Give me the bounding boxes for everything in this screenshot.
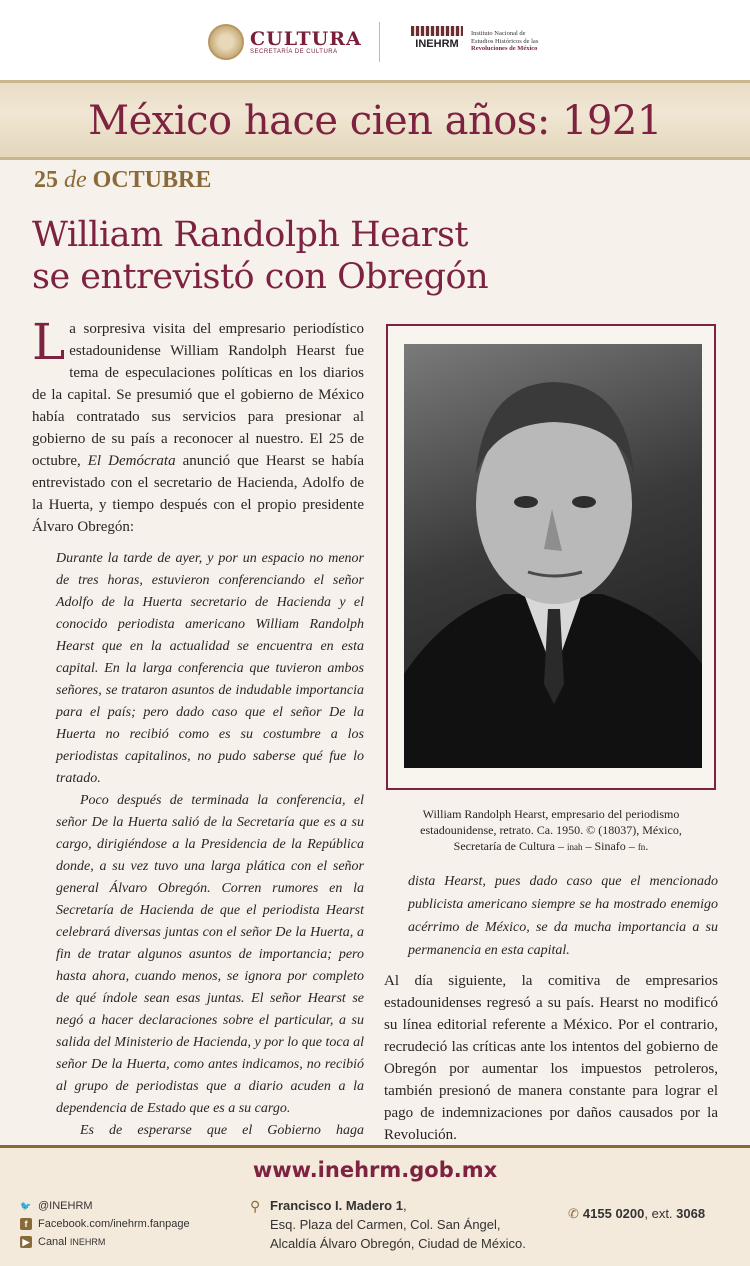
article-date (34, 167, 211, 194)
caption-end: . (645, 839, 649, 853)
quote-paragraph-3: Es de esperarse que el Gobierno haga (80, 1123, 364, 1138)
intro-text-b: anunció que Hearst se había entrevistado con el secretario de Hacienda, Adolfo de la Huerta, y tiempo después con el propio presidente Álvaro Obregón: (32, 453, 364, 535)
date-de: de (64, 167, 87, 193)
location-pin-icon: ⚲ (250, 1198, 261, 1214)
inehrm-acronym: INEHRM (415, 38, 459, 50)
headline-line1: William Randolph Hearst (32, 215, 468, 255)
hearst-portrait (404, 344, 702, 768)
cultura-subtitle: SECRETARÍA DE CULTURA (250, 49, 338, 55)
facebook-url: Facebook.com/inehrm.fanpage (38, 1218, 190, 1230)
inehrm-name-line2: Estudios Históricos de las (471, 37, 539, 45)
header-bar (0, 0, 750, 80)
closing-paragraph: Al día siguiente, la comitiva de empresarios estadounidenses regresó a su país. Hearst no modificó su línea editorial referente a México. Por el contrario, recrudeció las críticas ante los intentos del gobierno de Obregón por aumentar los impuestos petroleros, también presionó de manera constante para lograr el pago de indemnizaciones por daños causados por la Revolución. (384, 973, 718, 1143)
cultura-logo[interactable] (208, 24, 362, 60)
facebook-icon: f (20, 1218, 32, 1230)
phone-contact[interactable] (568, 1206, 705, 1222)
inehrm-name-line1: Instituto Nacional de (471, 30, 526, 37)
youtube-icon: ▶ (20, 1236, 32, 1248)
youtube-name: INEHRM (69, 1237, 106, 1247)
photo-caption (400, 806, 702, 855)
address-street: Francisco I. Madero 1 (270, 1198, 403, 1213)
article-left-column (32, 313, 364, 1186)
address-comma: , (402, 1198, 407, 1213)
twitter-link[interactable] (20, 1197, 190, 1215)
cultura-title: CULTURA (250, 28, 362, 50)
quote-paragraph-1: Durante la tarde de ayer, y por un espacio no menor de tres horas, estuvieron conferenciando el señor Adolfo de la Huerta secretario de Hacienda y el conocido periodista americano William Randolph Hearst que en la actualidad se encuentra en esta capital. En la larga conferencia que tuvieron ambos señores, se trataron asuntos de indudable importancia para el país; pero dado caso que el señor De la Huerta no recibió como es su costumbre a los periodistas capitalinos, no pudo saberse qué fue lo tratado. (56, 551, 364, 786)
caption-inah: inah (566, 842, 583, 852)
banner-title: México hace cien años: 1921 (88, 98, 662, 144)
intro-text-a: a sorpresiva visita del empresario periodístico estadounidense William Randolph Hearst fue tema de especulaciones políticas en los diarios de la capital. Se presumió que el gobierno de México había contratado sus servicios para presionar al gobierno de su país a reconocer al nuestro. El 25 de octubre, (32, 321, 364, 469)
quote-paragraph-2: Poco después de terminada la conferencia, el señor De la Huerta salió de la Secretaría que es a su cargo, dirigiéndose a la Presidencia de la República donde, a su vez tuvo una larga plática con el señor general Álvaro Obregón. Corren rumores en la Secretaría de Hacienda de que el periodista Hearst celebrará diversas juntas con el señor De la Huerta, a fin de tratar algunos asuntos de importancia; pero hasta ahora, cuando menos, se ignora por completo de qué índole sean esas juntas. El señor Hearst se negó a hacer declaraciones sobre el particular, a su salida del Ministerio de Hacienda, y por lo que toca al señor De la Huerta, como antes indicamos, no recibió al grupo de periodistas que a diario acuden a la dependencia de Estado que es a su cargo. (56, 793, 364, 1116)
address-block (250, 1196, 526, 1253)
newspaper-quote (56, 548, 364, 1186)
newspaper-name: El Demócrata (87, 453, 176, 469)
portrait-silhouette (404, 344, 702, 768)
article-headline (32, 214, 488, 298)
caption-mid: – Sinafo – (582, 839, 638, 853)
youtube-link[interactable] (20, 1233, 190, 1251)
phone-icon: ✆ (568, 1206, 579, 1221)
website-link[interactable]: www.inehrm.gob.mx (252, 1158, 498, 1182)
inehrm-name-line3: Revoluciones de México (471, 45, 538, 52)
headline-line2: se entrevistó con Obregón (32, 257, 489, 297)
address-line2: Esq. Plaza del Carmen, Col. San Ángel, (270, 1217, 501, 1232)
youtube-prefix: Canal (38, 1236, 67, 1248)
phone-ext: 3068 (676, 1206, 706, 1221)
address-line3: Alcaldía Álvaro Obregón, Ciudad de México. (270, 1236, 526, 1251)
date-day: 25 (34, 167, 58, 193)
ext-label: , ext. (644, 1206, 673, 1221)
drop-cap: L (32, 313, 66, 371)
building-icon (407, 26, 467, 56)
intro-paragraph (32, 313, 364, 538)
date-month: OCTUBRE (92, 167, 212, 193)
quote-continued: dista Hearst, pues dado caso que el mencionado publicista americano siempre se ha mostrado enemigo acérrimo de México, se da mucha importancia a su permanencia en esta capital. (408, 874, 718, 958)
facebook-link[interactable] (20, 1215, 190, 1233)
inehrm-logo[interactable] (407, 26, 551, 56)
caption-fn: fn (637, 842, 646, 852)
caption-text: William Randolph Hearst, empresario del periodismo estadounidense, retrato. Ca. 1950. © (18037), México, Secretaría de Cultura – (420, 807, 682, 853)
phone-number: 4155 0200 (582, 1206, 645, 1221)
social-links (20, 1197, 190, 1251)
logo-divider (379, 22, 380, 62)
mexico-seal-icon (208, 24, 244, 60)
twitter-handle: @INEHRM (38, 1200, 93, 1212)
twitter-icon: 🐦 (20, 1201, 32, 1211)
